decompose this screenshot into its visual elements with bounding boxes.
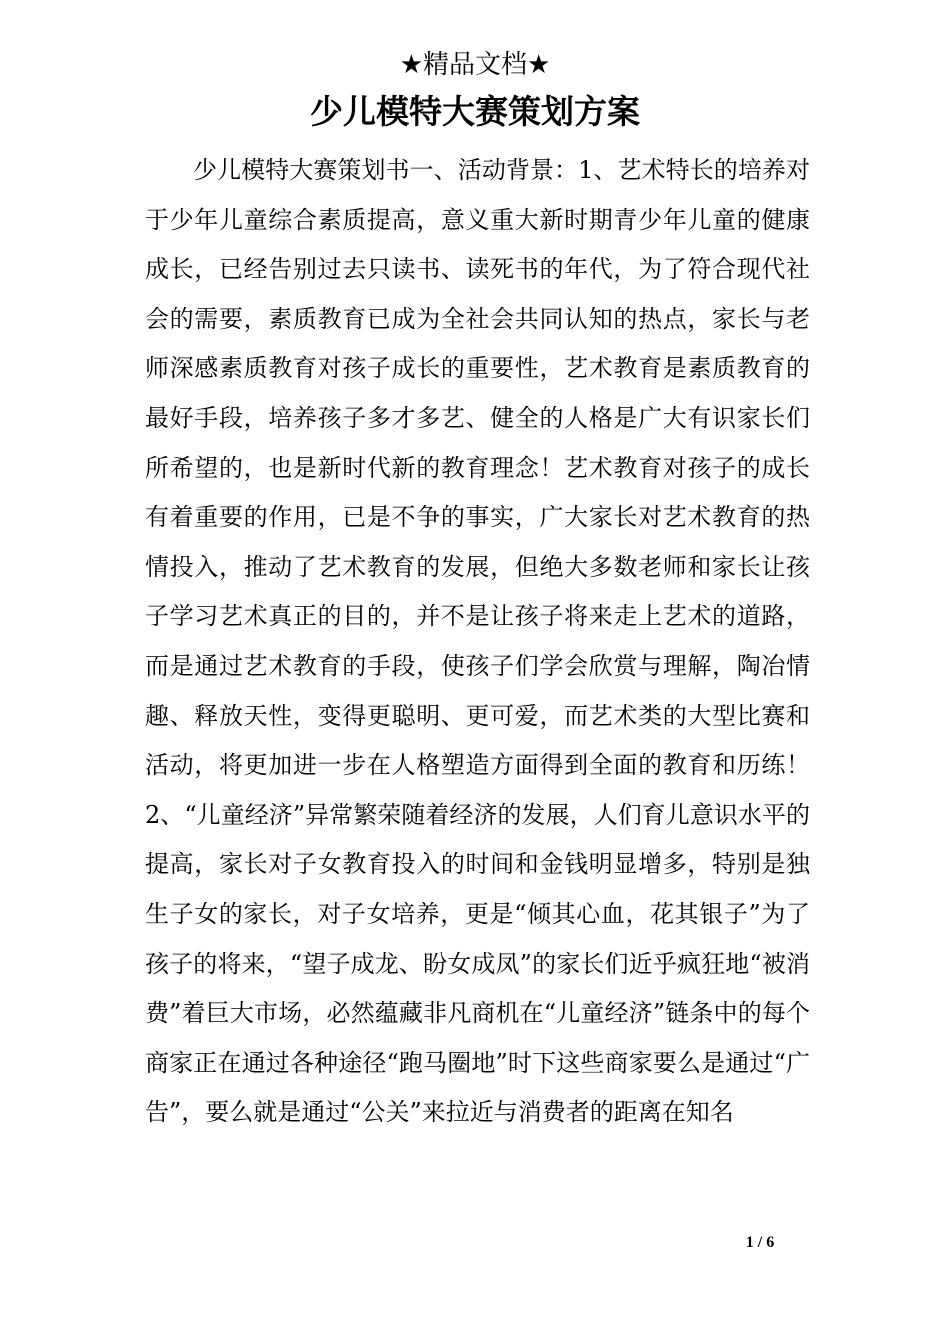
header-mark: ★精品文档★	[399, 50, 551, 80]
body-paragraph: 少儿模特大赛策划书一、活动背景：1、艺术特长的培养对于少年儿童综合素质提高，意义重大新时期青少年儿童的健康成长，已经告别过去只读书、读死书的年代，为了符合现代社会的需要，素质教育已成为全社会共同认知的热点，家长与老师深感素质教育对孩子成长的重要性，艺术教育是素质教育的最好手段，培养孩子多才多艺、健全的人格是广大有识家长们所希望的，也是新时代新的教育理念！艺术教育对孩子的成长有着重要的作用，已是不争的事实，广大家长对艺术教育的热情投入，推动了艺术教育的发展，但绝大多数老师和家长让孩子学习艺术真正的目的，并不是让孩子将来走上艺术的道路，而是通过艺术教育的手段，使孩子们学会欣赏与理解，陶冶情趣、释放天性，变得更聪明、更可爱，而艺术类的大型比赛和活动，将更加进一步在人格塑造方面得到全面的教育和历练！2、“儿童经济”异常繁荣随着经济的发展，人们育儿意识水平的提高，家长对子女教育投入的时间和金钱明显增多，特别是独生子女的家长，对子女培养，更是“倾其心血，花其银子”为了孩子的将来，“望子成龙、盼女成凤”的家长们近乎疯狂地“被消费”着巨大市场，必然蕴藏非凡商机在“儿童经济”链条中的每个商家正在通过各种途径“跑马圈地”时下这些商家要么是通过“广告”，要么就是通过“公关”来拉近与消费者的距离在知名	[145, 156, 810, 1127]
page-number: 1 / 6	[745, 1234, 775, 1251]
document-title: 少儿模特大赛策划方案	[310, 92, 640, 131]
